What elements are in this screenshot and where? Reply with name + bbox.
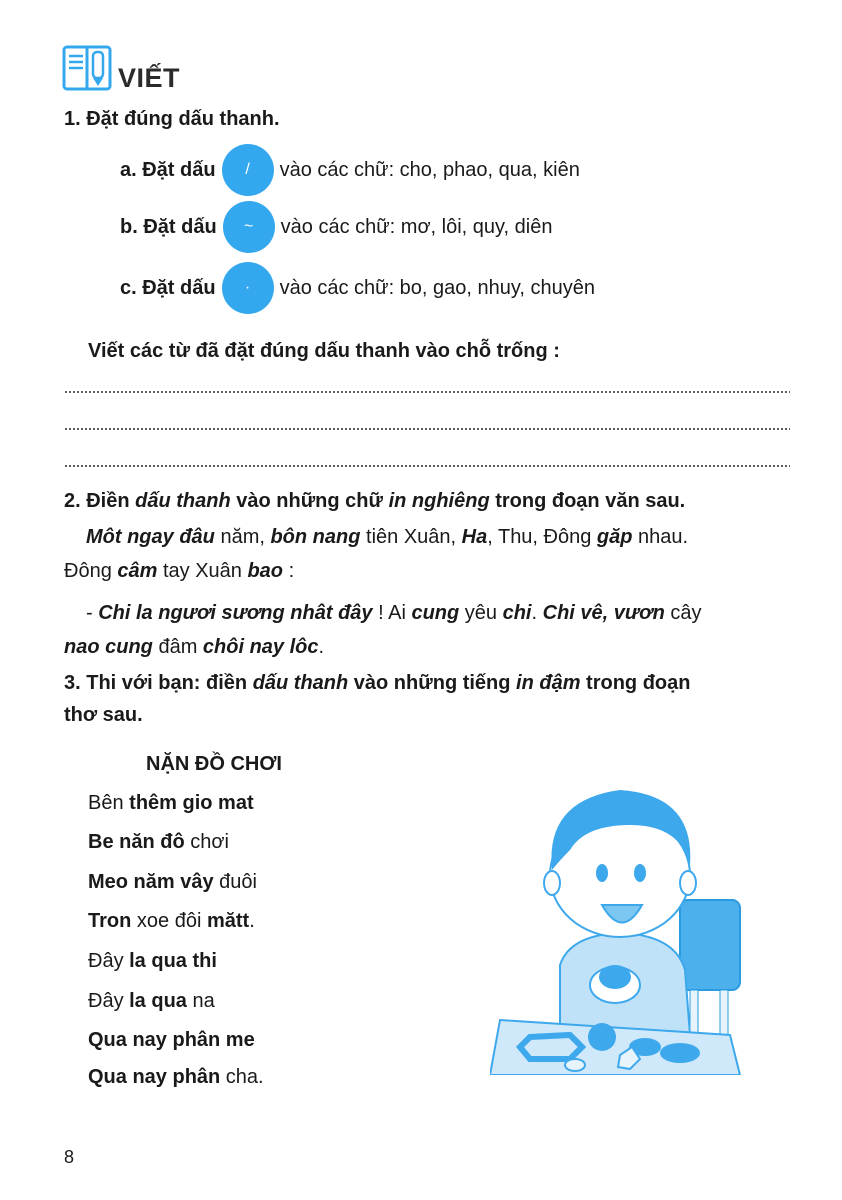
heading-italic: in đậm — [516, 672, 581, 694]
passage-word: Chi vê, vươn — [542, 602, 665, 624]
passage-text: năm, — [214, 526, 271, 548]
heading-italic: dấu thanh — [135, 490, 231, 512]
item-suffix: vào các chữ: cho, phao, qua, kiên — [279, 158, 580, 181]
passage-text: Đông — [64, 560, 118, 582]
exercise-2-heading — [64, 490, 685, 513]
write-prompt: Viết các từ đã đặt đúng dấu thanh vào chỗ trống : — [88, 340, 560, 362]
heading-text: trong đoạn văn sau. — [489, 490, 686, 512]
poem-line-3 — [88, 871, 257, 894]
passage-text: , Thu, Đông — [487, 526, 597, 548]
passage-text: . — [318, 636, 325, 658]
passage-word: nao cung — [64, 636, 153, 658]
poem-bold: Qua nay phân — [88, 1066, 221, 1088]
passage-word: Ha — [461, 526, 488, 548]
heading-line-2: thơ sau. — [64, 704, 143, 726]
poem-text: . — [249, 910, 255, 932]
passage-word: bôn nang — [270, 526, 361, 548]
passage-word: câm — [117, 560, 158, 582]
poem-bold: la qua thi — [129, 950, 217, 972]
blank-line-1[interactable] — [64, 390, 790, 394]
poem-line-5 — [88, 950, 217, 973]
poem-line-8 — [88, 1066, 264, 1089]
exercise-1-item-c — [120, 262, 595, 314]
poem-text: Đây — [88, 990, 130, 1012]
heading-text: trong đoạn — [580, 672, 691, 694]
poem-line-4 — [88, 910, 255, 933]
acute-accent-icon: / — [222, 144, 274, 196]
poem-bold: la qua — [129, 990, 187, 1012]
page-number: 8 — [64, 1147, 75, 1167]
poem-line-2 — [88, 831, 229, 854]
blank-line-2[interactable] — [64, 427, 790, 431]
poem-text: chơi — [184, 831, 229, 853]
passage-text: - — [86, 602, 99, 624]
poem-bold: Be năn đô — [88, 831, 185, 853]
exercise-1-item-a — [120, 144, 580, 196]
passage-text: tiên Xuân, — [360, 526, 462, 548]
passage-text: nhau. — [632, 526, 689, 548]
blank-line-3[interactable] — [64, 464, 790, 468]
heading-text: 3. Thi với bạn: điền — [64, 672, 253, 694]
exercise-3-heading — [64, 667, 690, 731]
passage-text: tay Xuân — [157, 560, 248, 582]
dot-below-accent-icon: · — [222, 262, 274, 314]
heading-text: vào những chữ — [230, 490, 389, 512]
heading-italic: dấu thanh — [252, 672, 349, 694]
passage-line-4 — [64, 630, 794, 664]
heading-text: 2. Điền — [64, 490, 136, 512]
poem-text: xoe đôi — [131, 910, 207, 932]
passage-word: Môt ngay đâu — [86, 526, 215, 548]
poem-text: cha. — [220, 1066, 264, 1088]
passage-word: cung — [411, 602, 460, 624]
poem-bold: thêm gio mat — [129, 792, 254, 814]
passage-line-2 — [64, 554, 794, 588]
item-suffix: vào các chữ: bo, gao, nhuy, chuyên — [279, 276, 596, 299]
passage-line-3 — [64, 596, 794, 630]
poem-line-1 — [88, 792, 254, 815]
poem-text: Đây — [88, 950, 130, 972]
passage-line-1 — [64, 520, 794, 554]
item-prefix: c. Đặt dấu — [120, 276, 216, 299]
poem-bold: Meo năm vây — [88, 871, 214, 893]
notebook-pencil-icon — [62, 44, 112, 92]
passage-word: găp — [596, 526, 633, 548]
passage-text: . — [531, 602, 543, 624]
boy-playing-with-clay-illustration — [490, 755, 760, 1075]
exercise-2-passage — [64, 520, 794, 664]
tilde-accent-icon: ~ — [223, 201, 275, 253]
passage-word: chi — [502, 602, 532, 624]
poem-line-6 — [88, 990, 215, 1013]
passage-word: bao — [247, 560, 284, 582]
passage-word: chôi nay lôc — [202, 636, 319, 658]
exercise-1-item-b — [120, 201, 552, 253]
poem-bold: Qua nay phân me — [88, 1029, 255, 1051]
exercise-1-heading: 1. Đặt đúng dấu thanh. — [64, 108, 280, 130]
passage-word: Chi la ngươi sương nhât đây — [98, 602, 373, 624]
section-title: VIẾT — [118, 63, 181, 93]
poem-title: NẶN ĐỒ CHƠI — [146, 753, 282, 775]
poem-bold: Tron — [88, 910, 132, 932]
passage-text: yêu — [459, 602, 503, 624]
poem-line-7 — [88, 1029, 255, 1052]
heading-text: vào những tiếng — [348, 672, 517, 694]
item-prefix: a. Đặt dấu — [120, 158, 216, 181]
poem-text: na — [186, 990, 215, 1012]
passage-text: đâm — [152, 636, 203, 658]
item-prefix: b. Đặt dấu — [120, 215, 217, 238]
heading-line-1 — [64, 667, 690, 699]
passage-text: cây — [664, 602, 702, 624]
heading-italic: in nghiêng — [388, 490, 490, 512]
poem-bold: mătt — [206, 910, 250, 932]
item-suffix: vào các chữ: mơ, lôi, quy, diên — [280, 215, 553, 238]
poem-text: Bên — [88, 792, 130, 814]
passage-text: ! Ai — [372, 602, 412, 624]
section-header — [62, 44, 180, 92]
poem-text: đuôi — [213, 871, 257, 893]
passage-text: : — [283, 560, 295, 582]
